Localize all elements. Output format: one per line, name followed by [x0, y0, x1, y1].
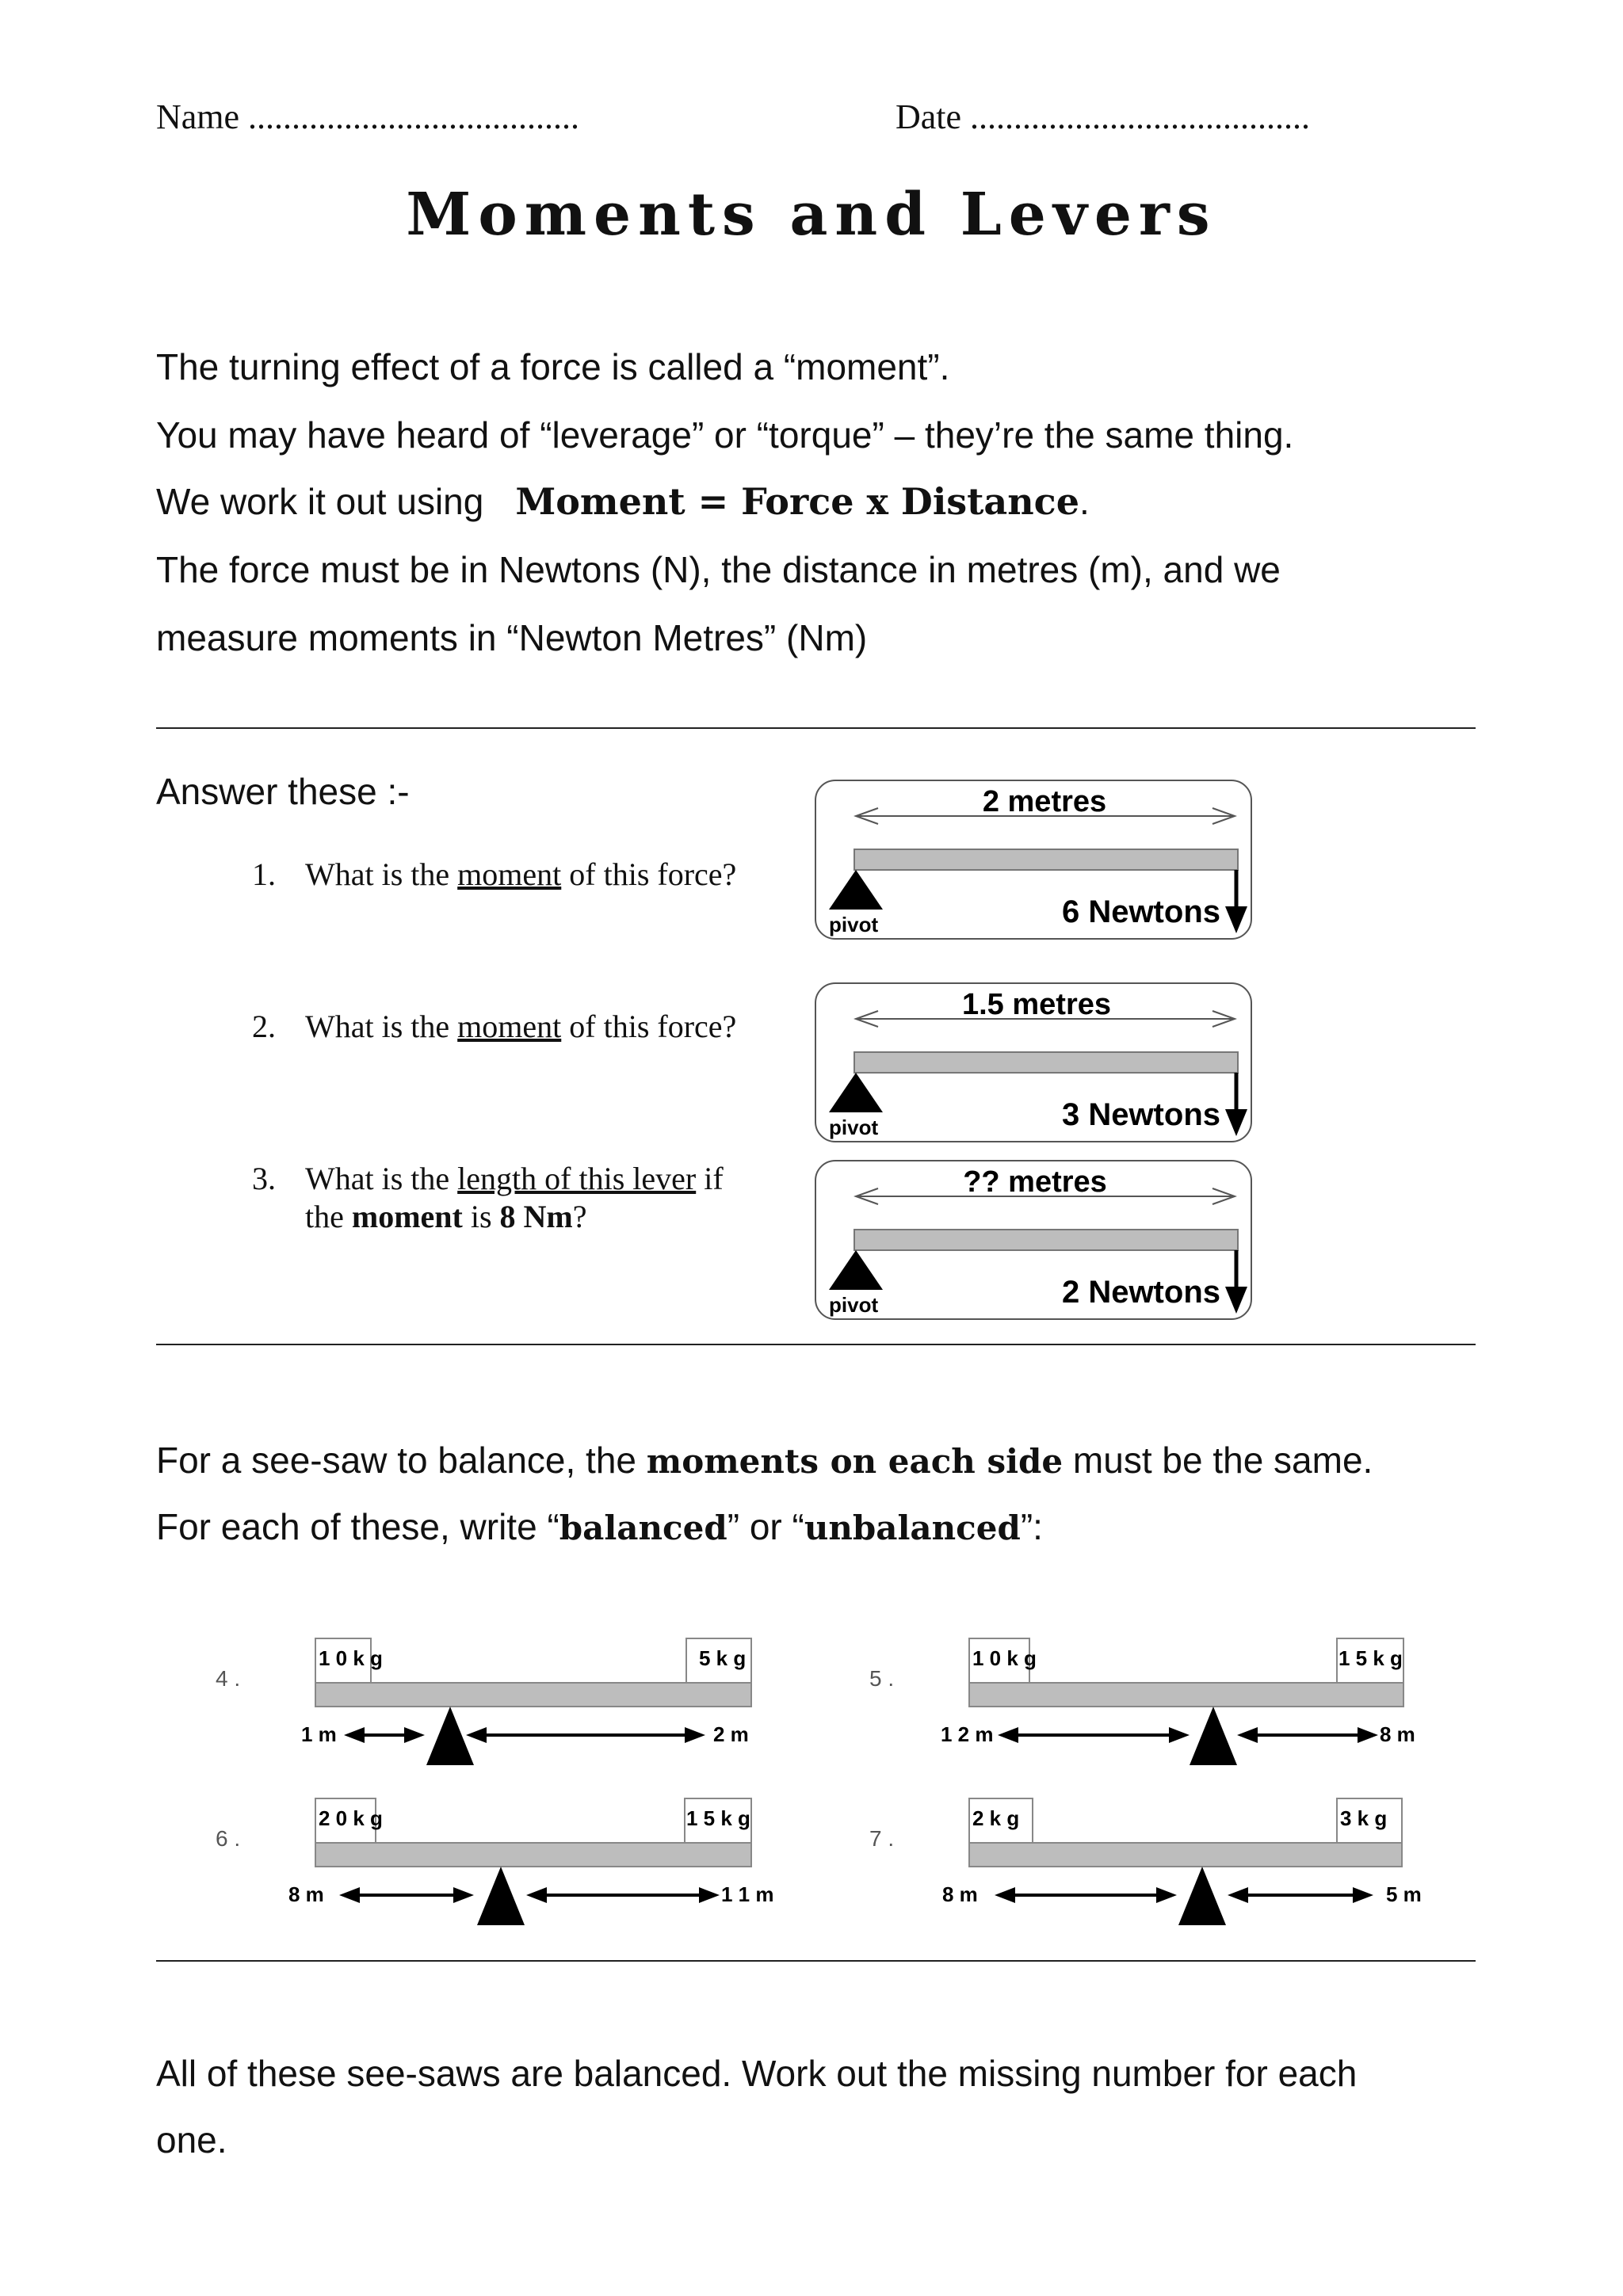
pivot-label: pivot [829, 1116, 879, 1139]
pivot-triangle [426, 1707, 474, 1765]
seesaw-5-graphic [860, 1632, 1430, 1775]
lever-diagram-3 [815, 1160, 1252, 1320]
right-distance-label: 5 m [1386, 1882, 1422, 1906]
section-3-line-1: All of these see-saws are balanced. Work out the missing number for each [156, 2053, 1358, 2094]
seesaw-number: 7 . [869, 1826, 895, 1851]
seesaw-7-graphic [860, 1792, 1430, 1935]
seesaw-beam [315, 1843, 751, 1867]
question-2-post: of this force? [561, 1009, 737, 1044]
seesaw-7 [860, 1792, 1430, 1935]
section-2-line-1 [156, 1439, 1373, 1482]
left-distance-arrow [339, 1887, 474, 1903]
right-mass-label: 1 5 k g [1338, 1646, 1403, 1670]
question-1-underlined: moment [457, 856, 562, 892]
right-mass-label: 5 k g [699, 1646, 747, 1670]
divider-2 [156, 1344, 1476, 1345]
seesaw-4-graphic [206, 1632, 777, 1775]
intro-line-2: You may have heard of “leverage” or “torque” – they’re the same thing. [156, 414, 1294, 456]
left-distance-arrow [998, 1727, 1190, 1743]
right-distance-label: 2 m [713, 1722, 749, 1746]
right-distance-label: 8 m [1380, 1722, 1415, 1746]
seesaw-4 [206, 1632, 777, 1775]
question-2-number: 2. [252, 1009, 276, 1044]
page-title: Moments and Levers [406, 181, 1217, 249]
question-3-pre: What is the [305, 1161, 458, 1196]
intro-line-1: The turning effect of a force is called a “moment”. [156, 346, 950, 387]
right-distance-arrow [1228, 1887, 1373, 1903]
divider-3 [156, 1960, 1476, 1962]
left-mass-label: 1 0 k g [972, 1646, 1037, 1670]
lever-diagram-3-graphic [816, 1161, 1254, 1322]
left-mass-label: 2 0 k g [319, 1806, 383, 1830]
section-2-line-1-post: must be the same. [1063, 1440, 1373, 1481]
lever-diagram-1-graphic [816, 781, 1254, 941]
question-3-line2-mid: is [462, 1199, 500, 1234]
question-2-pre: What is the [305, 1009, 458, 1044]
left-distance-label: 1 m [301, 1722, 337, 1746]
seesaw-beam [315, 1683, 751, 1707]
question-3-number: 3. [252, 1161, 276, 1196]
question-3-underlined: length of this lever [457, 1161, 697, 1196]
section-2-line-1-bold: moments on each side [646, 1442, 1064, 1481]
pivot-triangle [829, 870, 883, 910]
question-2-underlined: moment [457, 1009, 562, 1044]
force-arrow-icon [1225, 870, 1247, 933]
question-3-bold-moment: moment [351, 1199, 463, 1234]
right-mass-label: 3 k g [1340, 1806, 1388, 1830]
right-distance-arrow [1237, 1727, 1378, 1743]
question-1-text [305, 856, 736, 893]
pivot-triangle [829, 1073, 883, 1112]
question-3-text-line-2 [305, 1198, 587, 1235]
right-distance-label: 1 1 m [721, 1882, 774, 1906]
seesaw-6 [206, 1792, 777, 1935]
question-3-line2-post: ? [572, 1199, 587, 1234]
seesaw-6-graphic [206, 1792, 777, 1935]
right-distance-arrow [526, 1887, 720, 1903]
pivot-label: pivot [829, 1293, 879, 1317]
force-label: 3 Newtons [1061, 1097, 1220, 1132]
question-2-text [305, 1008, 736, 1045]
force-arrow-icon [1225, 1073, 1247, 1136]
date-field-label: Date ....................................... [896, 97, 1311, 136]
section-2-line-2 [156, 1505, 1043, 1548]
force-arrow-icon [1225, 1250, 1247, 1314]
question-3-post: if [696, 1161, 724, 1196]
section-2-line-1-pre: For a see-saw to balance, the [156, 1440, 647, 1481]
seesaw-beam [969, 1683, 1403, 1707]
left-mass-label: 1 0 k g [319, 1646, 383, 1670]
left-distance-arrow [344, 1727, 425, 1743]
seesaw-number: 5 . [869, 1666, 895, 1691]
divider-1 [156, 727, 1476, 729]
pivot-triangle [1178, 1867, 1226, 1925]
force-label: 2 Newtons [1061, 1275, 1220, 1310]
section-2-line-2-post: ”: [1020, 1506, 1043, 1547]
left-mass-label: 2 k g [972, 1806, 1020, 1830]
force-label: 6 Newtons [1061, 894, 1220, 929]
lever-bar [854, 1052, 1238, 1073]
question-3-line2-pre: the [305, 1199, 352, 1234]
lever-diagram-1 [815, 780, 1252, 940]
left-distance-label: 8 m [942, 1882, 978, 1906]
question-3-bold-value: 8 Nm [499, 1199, 573, 1234]
seesaw-number: 6 . [216, 1826, 241, 1851]
lever-bar [854, 849, 1238, 870]
question-1-pre: What is the [305, 856, 458, 892]
lever-diagram-2-graphic [816, 984, 1254, 1144]
distance-label: 1.5 metres [961, 988, 1112, 1021]
pivot-label: pivot [829, 913, 879, 936]
left-distance-label: 1 2 m [941, 1722, 994, 1746]
pivot-triangle [477, 1867, 525, 1925]
section-2-word-balanced: balanced [559, 1508, 727, 1547]
name-field-label: Name ...................................... [156, 97, 580, 136]
section-2-word-unbalanced: unbalanced [804, 1508, 1021, 1547]
distance-label: ?? metres [963, 1165, 1107, 1199]
pivot-triangle [1190, 1707, 1237, 1765]
seesaw-number: 4 . [216, 1666, 241, 1691]
intro-line-3 [156, 480, 1090, 523]
section-2-line-2-pre: For each of these, write “ [156, 1506, 559, 1547]
moment-formula: Moment = Force x Distance [515, 480, 1079, 523]
intro-line-4: The force must be in Newtons (N), the distance in metres (m), and we [156, 549, 1281, 590]
seesaw-beam [969, 1843, 1402, 1867]
right-mass-label: 1 5 k g [686, 1806, 750, 1830]
section-1-heading: Answer these :- [156, 771, 410, 812]
lever-diagram-2 [815, 982, 1252, 1142]
left-distance-arrow [995, 1887, 1177, 1903]
right-distance-arrow [466, 1727, 705, 1743]
distance-label: 2 metres [982, 785, 1107, 818]
question-1-number: 1. [252, 856, 276, 892]
intro-line-3-suffix: . [1079, 481, 1090, 522]
question-1-post: of this force? [561, 856, 737, 892]
intro-line-5: measure moments in “Newton Metres” (Nm) [156, 617, 868, 658]
seesaw-5 [860, 1632, 1430, 1775]
question-3-text-line-1 [305, 1160, 724, 1197]
intro-line-3-prefix: We work it out using [156, 481, 484, 522]
section-2-line-2-mid: ” or “ [727, 1506, 804, 1547]
lever-bar [854, 1230, 1238, 1250]
left-distance-label: 8 m [288, 1882, 324, 1906]
section-3-line-2: one. [156, 2119, 227, 2161]
pivot-triangle [829, 1250, 883, 1290]
